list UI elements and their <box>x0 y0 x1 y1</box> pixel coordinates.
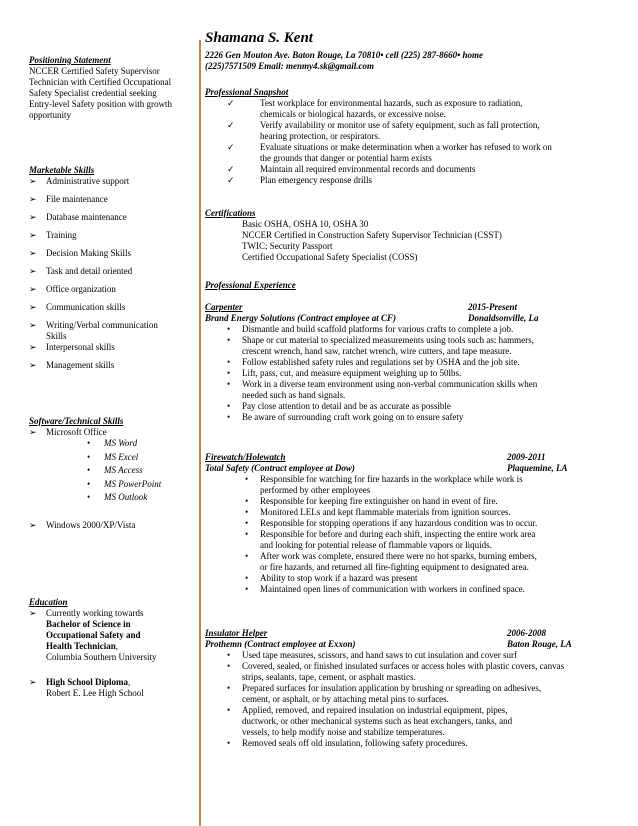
certification-item: Certified Occupational Safety Specialist (COSS) <box>242 252 418 262</box>
skill-item: ➢ Task and detail oriented <box>29 266 133 276</box>
job-location: Donaldsonville, La <box>468 313 539 323</box>
arrow-bullet-icon: ➢ <box>29 519 37 530</box>
job-bullet: • Removed seals off old insulation, following safety procedures. <box>227 738 468 748</box>
bullet-dot-icon: • <box>227 683 231 693</box>
skill-item: ➢ Management skills <box>29 360 115 370</box>
job-bullet: • Responsible for stopping operations if any hazardous condition was to occur. <box>245 518 538 528</box>
bullet-dot-icon: • <box>245 507 249 517</box>
skill-item: ➢ Training <box>29 230 77 240</box>
office-item: • MS Access <box>87 465 143 475</box>
skill-item: ➢ File maintenance <box>29 194 108 204</box>
job-bullet: • Maintained open lines of communication with workers in confined space. <box>245 584 525 594</box>
software-item: ➢ Windows 2000/XP/Vista <box>29 519 136 530</box>
positioning-line: opportunity <box>29 110 71 120</box>
arrow-bullet-icon: ➢ <box>29 248 37 258</box>
job-bullet: • Monitored LELs and kept flammable materials from ignition sources. <box>245 507 511 517</box>
bullet-dot-icon: • <box>227 379 231 389</box>
job-company-row <box>205 313 625 324</box>
job-bullet: • Work in a diverse team environment using non-verbal communication skills when needed such as hand signals. <box>227 379 538 400</box>
job-title: Insulator Helper <box>205 628 268 638</box>
arrow-bullet-icon: ➢ <box>29 266 37 276</box>
bullet-dot-icon: • <box>227 738 231 748</box>
job-bullet: • Responsible for watching for fire hazards in the workplace while work is performed by other employees <box>245 474 523 495</box>
job-title: Carpenter <box>205 302 243 312</box>
arrow-bullet-icon: ➢ <box>29 342 37 352</box>
office-item: • MS Excel <box>87 451 139 462</box>
bullet-dot-icon: • <box>245 573 249 583</box>
certifications-title: Certifications <box>205 208 256 218</box>
snapshot-item: ✓ Test workplace for environmental hazards, such as exposure to radiation, chemicals or biological hazards, or excessive noise. <box>227 98 523 119</box>
job-bullet: • Applied, removed, and repaired insulation on industrial equipment, pipes, ductwork, or other mechanical systems such as heat exchangers, tanks, and vessels, to help modify noise and stabilize temperatures. <box>227 705 513 737</box>
certification-item: TWIC; Security Passport <box>242 241 333 251</box>
job-dates: 2015-Present <box>468 302 517 312</box>
job-entry <box>205 302 625 423</box>
job-entry <box>205 628 630 749</box>
arrow-bullet-icon: ➢ <box>29 320 37 330</box>
skill-item: ➢ Interpersonal skills <box>29 342 115 352</box>
software-skills <box>29 416 199 531</box>
marketable-skills <box>29 165 199 378</box>
job-dates: 2006-2008 <box>507 628 546 638</box>
bullet-dot-icon: • <box>227 324 231 334</box>
bullet-dot-icon: • <box>87 438 91 448</box>
arrow-bullet-icon: ➢ <box>29 427 37 437</box>
arrow-bullet-icon: ➢ <box>29 284 37 294</box>
job-bullet: • Responsible for before and during each shift, inspecting the entire work area and looking for potential release of flammable vapors or liquids. <box>245 529 536 550</box>
bullet-dot-icon: • <box>227 335 231 345</box>
education-item: ➢ High School Diploma, Robert E. Lee High School <box>29 677 144 698</box>
arrow-bullet-icon: ➢ <box>29 176 37 186</box>
office-item: • MS PowerPoint <box>87 478 162 489</box>
job-company-row <box>205 639 630 650</box>
office-item: • MS Word <box>87 438 138 448</box>
job-company: Brand Energy Solutions (Contract employee at CF) <box>205 313 397 323</box>
bullet-dot-icon: • <box>227 650 231 660</box>
job-bullet: • Used tape measures, scissors, and hand saws to cut insulation and cover surf <box>227 650 517 660</box>
bullet-dot-icon: • <box>227 368 231 378</box>
bullet-dot-icon: • <box>87 492 91 502</box>
professional-experience-title: Professional Experience <box>205 280 296 290</box>
job-bullet: • Ability to stop work if a hazard was present <box>245 573 418 583</box>
job-location: Baton Rouge, LA <box>507 639 572 649</box>
education-item: ➢ Currently working towards Bachelor of Science in Occupational Safety and Health Technician, Columbia Southern University <box>29 608 157 662</box>
bullet-dot-icon: • <box>245 496 249 506</box>
education <box>29 597 199 699</box>
bullet-dot-icon: • <box>227 401 231 411</box>
positioning-line: Entry-level Safety position with growth <box>29 99 172 109</box>
job-bullet: • After work was complete, ensured there were no hot sparks, burning embers, or fire hazards, and returned all fire-fighting equipment to designated area. <box>245 551 537 572</box>
bullet-dot-icon: • <box>227 705 231 715</box>
software-title: Software/Technical Skills <box>29 416 124 426</box>
certifications <box>205 208 625 263</box>
skill-item: ➢ Decision Making Skills <box>29 248 131 258</box>
job-bullet: • Prepared surfaces for insulation application by brushing or spreading on adhesives, cement, or asphalt, or by attaching metal pins to surfaces. <box>227 683 542 704</box>
check-icon: ✓ <box>227 98 235 108</box>
job-bullet: • Covered, sealed, or finished insulated surfaces or access holes with plastic covers, canvas strips, sealants, tape, cement, or asphalt mastics. <box>227 661 565 682</box>
skill-item: ➢ Administrative support <box>29 176 130 186</box>
job-company-row <box>205 463 625 474</box>
job-bullet: • Lift, pass, cut, and measure equipment weighing up to 50lbs. <box>227 368 462 378</box>
check-icon: ✓ <box>227 142 235 152</box>
bullet-dot-icon: • <box>87 465 91 475</box>
contact-info: 2226 Gen Mouton Ave. Baton Rouge, La 70810• cell (225) 287-8660• home (225)7571509 Email: menmy4.sk@gmail.com <box>205 50 484 71</box>
job-header <box>205 302 625 313</box>
arrow-bullet-icon: ➢ <box>29 302 37 312</box>
bullet-dot-icon: • <box>227 412 231 422</box>
skill-item-continued: Skills <box>46 331 67 341</box>
job-bullet: • Follow established safety rules and regulations set by OSHA and the job site. <box>227 357 520 367</box>
professional-snapshot <box>205 87 625 186</box>
positioning-line: NCCER Certified Safety Supervisor <box>29 66 160 76</box>
bullet-dot-icon: • <box>245 551 249 561</box>
software-item: ➢ Microsoft Office <box>29 427 107 437</box>
marketable-title: Marketable Skills <box>29 165 95 175</box>
job-header <box>205 452 625 463</box>
arrow-bullet-icon: ➢ <box>29 677 37 687</box>
arrow-bullet-icon: ➢ <box>29 194 37 204</box>
job-bullet: • Shape or cut material to specialized measurements using tools such as: hammers, crescent wrench, hand saw, ratchet wrench, wire cutters, and tape measure. <box>227 335 534 356</box>
bullet-dot-icon: • <box>87 478 91 489</box>
job-bullet: • Dismantle and build scaffold platforms for various crafts to complete a job. <box>227 324 514 334</box>
bullet-dot-icon: • <box>87 451 91 462</box>
snapshot-item: ✓ Plan emergency response drills <box>227 175 373 185</box>
snapshot-title: Professional Snapshot <box>205 87 289 97</box>
bullet-dot-icon: • <box>227 661 231 671</box>
check-icon: ✓ <box>227 120 235 130</box>
bullet-dot-icon: • <box>245 584 249 594</box>
skill-item: ➢ Office organization <box>29 284 116 294</box>
bullet-dot-icon: • <box>245 474 249 484</box>
job-title: Firewatch/Holewatch <box>205 452 286 462</box>
bullet-dot-icon: • <box>245 529 249 539</box>
job-company: Total Safety (Contract employee at Dow) <box>205 463 355 473</box>
check-icon: ✓ <box>227 164 235 174</box>
job-dates: 2009-2011 <box>507 452 546 462</box>
candidate-name: Shamana S. Kent <box>205 30 313 46</box>
snapshot-item: ✓ Verify availability or monitor use of safety equipment, such as fall protection, hearing protection, or respirators. <box>227 120 540 141</box>
office-item: • MS Outlook <box>87 492 148 502</box>
job-header <box>205 628 630 639</box>
bullet-dot-icon: • <box>227 357 231 367</box>
skill-item: ➢ Communication skills <box>29 302 126 312</box>
job-location: Plaquemine, LA <box>507 463 568 473</box>
positioning-line: Safety Specialist credential seeking <box>29 88 157 98</box>
arrow-bullet-icon: ➢ <box>29 360 37 370</box>
positioning-title: Positioning Statement <box>29 55 111 65</box>
certification-item: NCCER Certified in Construction Safety Supervisor Technician (CSST) <box>242 230 502 240</box>
job-bullet: • Be aware of surrounding craft work going on to ensure safety <box>227 412 464 422</box>
job-bullet: • Pay close attention to detail and be as accurate as possible <box>227 401 451 411</box>
job-company: Prothemn (Contract employee at Exxon) <box>205 639 356 649</box>
arrow-bullet-icon: ➢ <box>29 230 37 240</box>
arrow-bullet-icon: ➢ <box>29 608 37 618</box>
positioning-line: Technician with Certified Occupational <box>29 77 172 87</box>
job-bullet: • Responsible for keeping fire extinguisher on hand in event of fire. <box>245 496 498 506</box>
skill-item: ➢ Database maintenance <box>29 212 127 222</box>
column-divider <box>199 40 201 826</box>
snapshot-item: ✓ Maintain all required environmental records and documents <box>227 164 476 174</box>
bullet-dot-icon: • <box>245 518 249 528</box>
certification-item: Basic OSHA, OSHA 10, OSHA 30 <box>242 219 369 229</box>
education-title: Education <box>29 597 68 607</box>
arrow-bullet-icon: ➢ <box>29 212 37 222</box>
skill-item: ➢ Writing/Verbal communication <box>29 320 158 330</box>
positioning-statement <box>29 55 172 121</box>
job-entry <box>205 452 625 595</box>
snapshot-item: ✓ Evaluate situations or make determination when a worker has refused to work on the grounds that danger or potential harm exists <box>227 142 552 163</box>
check-icon: ✓ <box>227 175 235 185</box>
